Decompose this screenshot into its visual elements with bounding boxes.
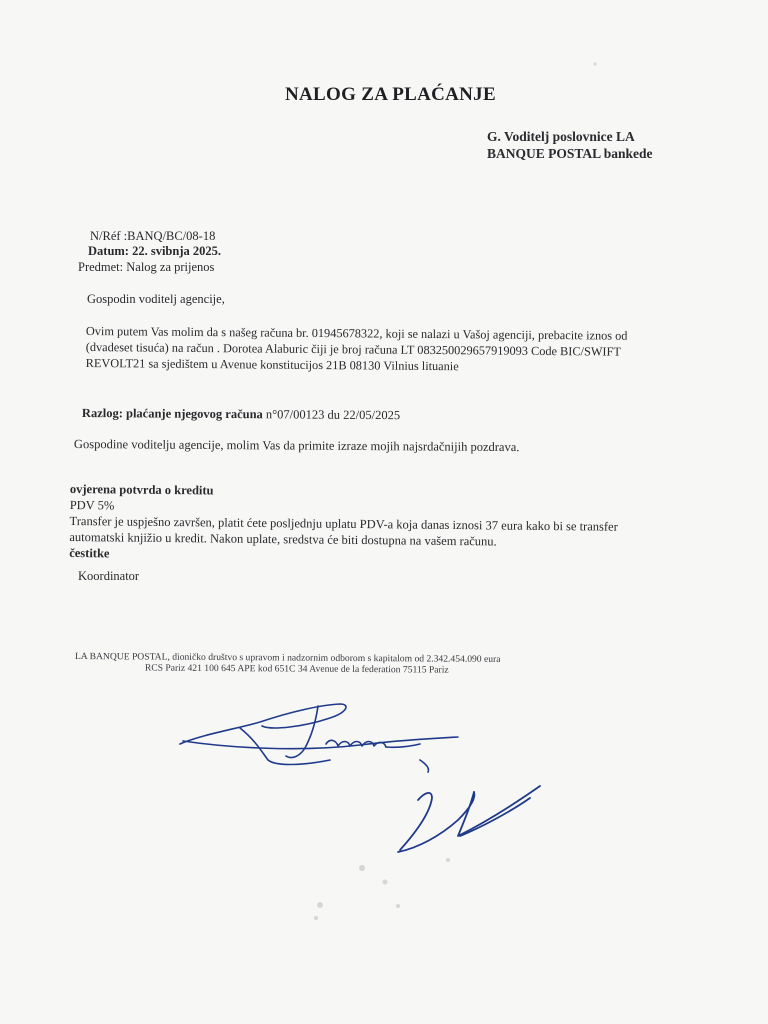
handwritten-signature-1 [180,704,458,772]
handwritten-signature-2 [398,786,540,852]
addressee-line-2: BANQUE POSTAL bankede [487,146,653,161]
congrats-line: čestitke [69,545,110,561]
footer-line-2: RCS Pariz 421 100 645 APE kod 651C 34 Avenue de la federation 75115 Pariz [144,662,449,676]
footer-line-1: LA BANQUE POSTAL, dioničko društvo s upravom i nadzornim odborom s kapitalom od 2.342.454.090 eura [74,651,501,665]
vat-line: PDV 5% [69,497,115,513]
greeting: Gospodin voditelj agencije, [87,292,225,306]
closing-salutation: Gospodine voditelju agencije, molim Vas da primite izraze mojih najsrdačnijih pozdrava. [73,437,520,455]
body-line-1: Ovim putem Vas molim da s našeg računa br. 01945678322, koji se nalazi u Vašoj agenciji, prebacite iznos od [85,323,628,343]
coordinator-label: Koordinator [78,569,140,583]
document-subject: Predmet: Nalog za prijenos [78,260,215,274]
addressee-block [487,128,653,162]
reason-value: n°07/00123 du 22/05/2025 [262,407,401,423]
reason-label: Razlog: plaćanje njegovog računa [81,406,263,422]
body-line-3: REVOLT21 sa sjedištem u Avenue konstitucijos 21B 08130 Vilnius lituanie [85,355,459,374]
addressee-line-1: G. Voditelj poslovnice LA [487,129,635,144]
reference-number: N/Réf :BANQ/BC/08-18 [90,229,216,243]
document-title: NALOG ZA PLAĆANJE [285,84,496,105]
credit-heading: ovjerena potvrda o kreditu [69,481,214,498]
credit-line-1: Transfer je uspješno završen, platit ćete posljednju uplatu PDV-a koja danas iznosi 37 eura kako bi se transfer [69,513,618,534]
body-paragraph [86,323,628,376]
payment-reason [82,406,400,423]
credit-line-2: automatski knjižio u kredit. Nakon uplate, sredstva će biti dostupna na vašem računu. [69,529,497,549]
bank-footer [75,651,501,676]
body-line-2: (dvadeset tisuća) na račun . Dorotea Alaburic čiji je broj računa LT 083250029657919093 Code BIC/SWIFT [85,339,621,359]
document-date: Datum: 22. svibnja 2025. [88,244,221,258]
credit-confirmation-block [69,481,618,567]
